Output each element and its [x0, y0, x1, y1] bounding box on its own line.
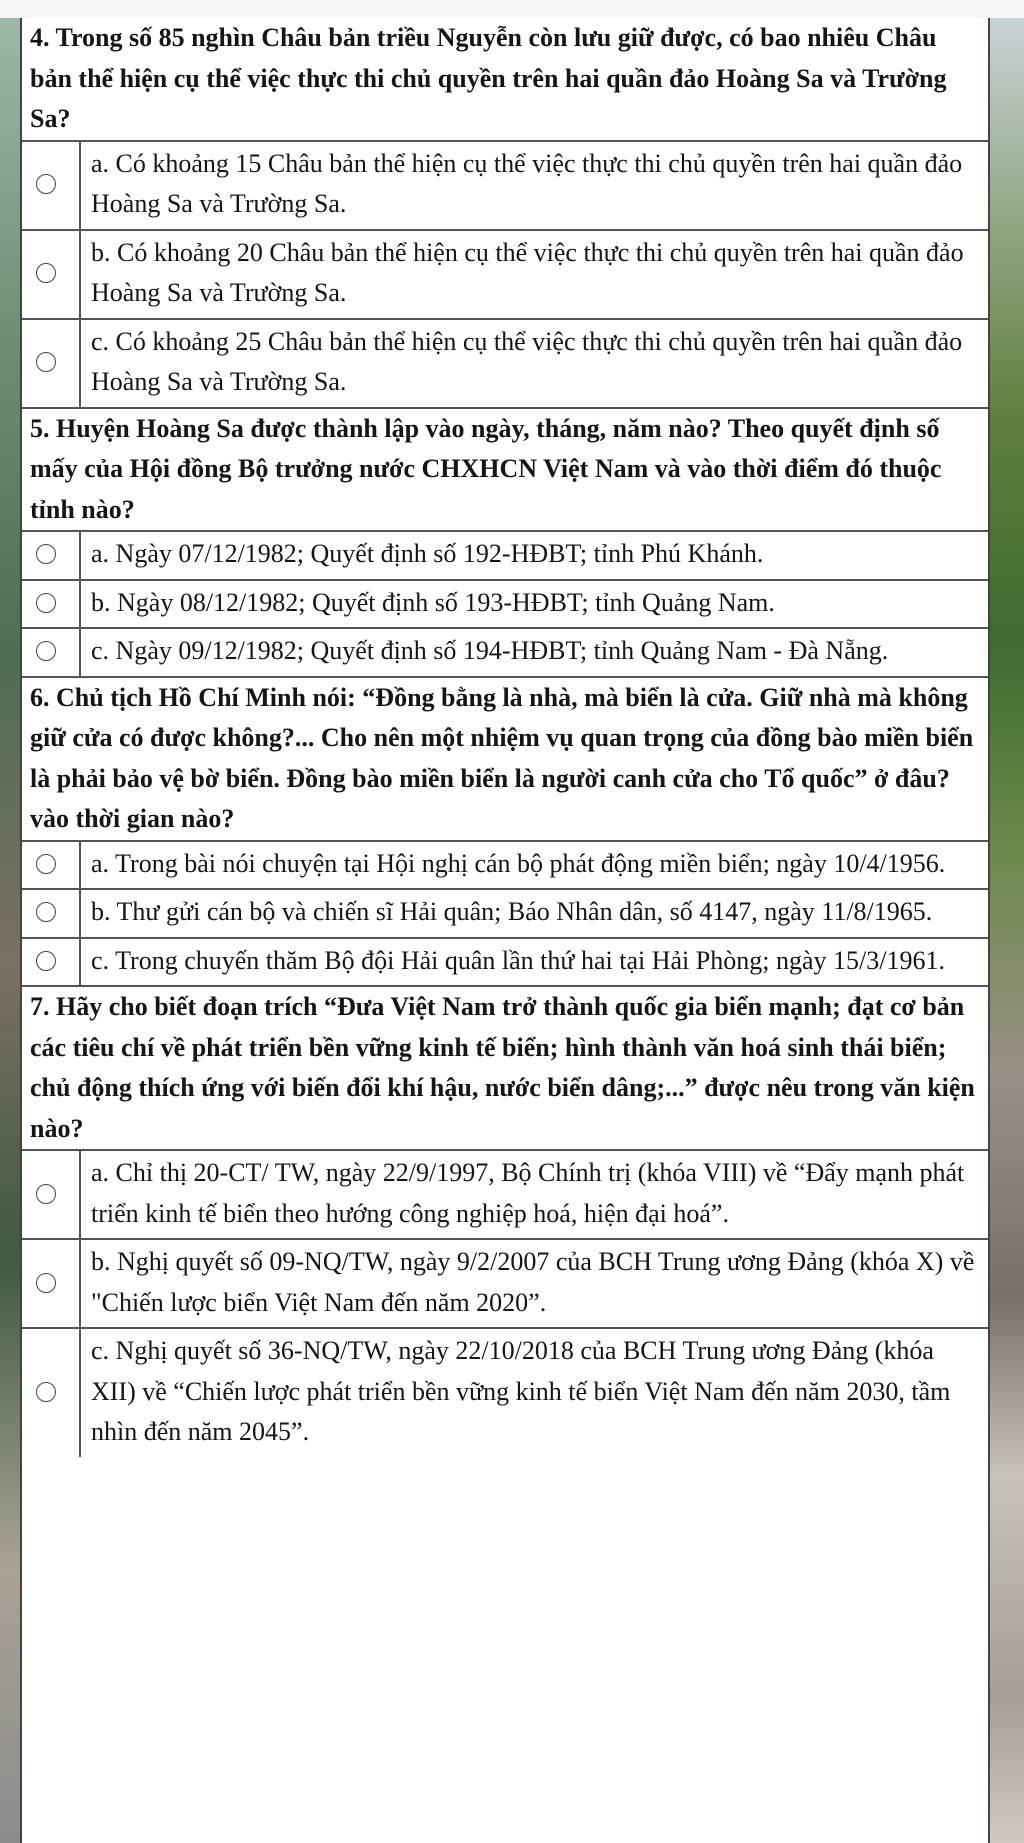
radio-button[interactable] — [36, 1184, 56, 1204]
question-block — [22, 407, 988, 676]
question-block — [22, 676, 988, 986]
answer-option[interactable] — [22, 579, 988, 628]
background-photo-left — [0, 18, 20, 1843]
answer-option[interactable] — [22, 1149, 988, 1238]
option-text: b. Thư gửi cán bộ và chiến sĩ Hải quân; Báo Nhân dân, số 4147, ngày 11/8/1965. — [79, 890, 988, 937]
option-text: a. Chỉ thị 20-CT/ TW, ngày 22/9/1997, Bộ Chính trị (khóa VIII) về “Đẩy mạnh phát triển kinh tế biển theo hướng công nghiệp hoá, hiện đại hoá”. — [79, 1151, 988, 1238]
radio-button[interactable] — [36, 1382, 56, 1402]
top-bar — [0, 0, 1024, 19]
question-text: 4. Trong số 85 nghìn Châu bản triều Nguyễn còn lưu giữ được, có bao nhiêu Châu bản thể hiện cụ thể việc thực thi chủ quyền trên hai quần đảo Hoàng Sa và Trường Sa? — [30, 23, 947, 133]
option-text: a. Có khoảng 15 Châu bản thể hiện cụ thể việc thực thi chủ quyền trên hai quần đảo Hoàng Sa và Trường Sa. — [79, 142, 988, 229]
option-text: c. Có khoảng 25 Châu bản thể hiện cụ thể việc thực thi chủ quyền trên hai quần đảo Hoàng Sa và Trường Sa. — [79, 320, 988, 407]
radio-button[interactable] — [36, 263, 56, 283]
radio-button[interactable] — [36, 593, 56, 613]
option-text: a. Ngày 07/12/1982; Quyết định số 192-HĐBT; tỉnh Phú Khánh. — [79, 532, 988, 579]
answer-option[interactable] — [22, 627, 988, 676]
question-text: 6. Chủ tịch Hồ Chí Minh nói: “Đồng bằng là nhà, mà biển là cửa. Giữ nhà mà không giữ cửa có được không?... Cho nên một nhiệm vụ quan trọng của đồng bào miền biển là phải bảo vệ bờ biển. Đồng bào miền biển là người canh cửa cho Tổ quốc” ở đâu? vào thời gian nào? — [30, 682, 974, 833]
answer-option[interactable] — [22, 937, 988, 986]
radio-button[interactable] — [36, 352, 56, 372]
answer-option[interactable] — [22, 1238, 988, 1327]
radio-button[interactable] — [36, 544, 56, 564]
option-text: c. Ngày 09/12/1982; Quyết định số 194-HĐBT; tỉnh Quảng Nam - Đà Nẵng. — [79, 629, 988, 676]
radio-button[interactable] — [36, 1273, 56, 1293]
background-photo-right — [990, 18, 1024, 1843]
answer-option[interactable] — [22, 318, 988, 407]
answer-option[interactable] — [22, 530, 988, 579]
option-text: b. Có khoảng 20 Châu bản thể hiện cụ thể việc thực thi chủ quyền trên hai quần đảo Hoàng Sa và Trường Sa. — [79, 231, 988, 318]
answer-option[interactable] — [22, 229, 988, 318]
option-text: c. Nghị quyết số 36-NQ/TW, ngày 22/10/2018 của BCH Trung ương Đảng (khóa XII) về “Chiến lược phát triển bền vững kinh tế biển Việt Nam đến năm 2030, tầm nhìn đến năm 2045”. — [79, 1329, 988, 1457]
question-text: 5. Huyện Hoàng Sa được thành lập vào ngày, tháng, năm nào? Theo quyết định số mấy của Hội đồng Bộ trưởng nước CHXHCN Việt Nam và vào thời điểm đó thuộc tỉnh nào? — [30, 413, 942, 524]
option-text: c. Trong chuyến thăm Bộ đội Hải quân lần thứ hai tại Hải Phòng; ngày 15/3/1961. — [79, 939, 988, 986]
question-block — [22, 18, 988, 407]
answer-option[interactable] — [22, 840, 988, 889]
quiz-sheet — [20, 18, 990, 1843]
radio-button[interactable] — [36, 951, 56, 971]
answer-option[interactable] — [22, 888, 988, 937]
question-block — [22, 985, 988, 1457]
option-text: b. Nghị quyết số 09-NQ/TW, ngày 9/2/2007 của BCH Trung ương Đảng (khóa X) về "Chiến lược biển Việt Nam đến năm 2020”. — [79, 1240, 988, 1327]
option-text: a. Trong bài nói chuyện tại Hội nghị cán bộ phát động miền biển; ngày 10/4/1956. — [79, 842, 988, 889]
radio-button[interactable] — [36, 641, 56, 661]
radio-button[interactable] — [36, 174, 56, 194]
answer-option[interactable] — [22, 1327, 988, 1457]
radio-button[interactable] — [36, 902, 56, 922]
question-text: 7. Hãy cho biết đoạn trích “Đưa Việt Nam trở thành quốc gia biển mạnh; đạt cơ bản các tiêu chí về phát triển bền vững kinh tế biển; hình thành văn hoá sinh thái biển; chủ động thích ứng với biến đổi khí hậu, nước biển dâng;...” được nêu trong văn kiện nào? — [30, 992, 975, 1143]
answer-option[interactable] — [22, 140, 988, 229]
option-text: b. Ngày 08/12/1982; Quyết định số 193-HĐBT; tỉnh Quảng Nam. — [79, 581, 988, 628]
radio-button[interactable] — [36, 854, 56, 874]
